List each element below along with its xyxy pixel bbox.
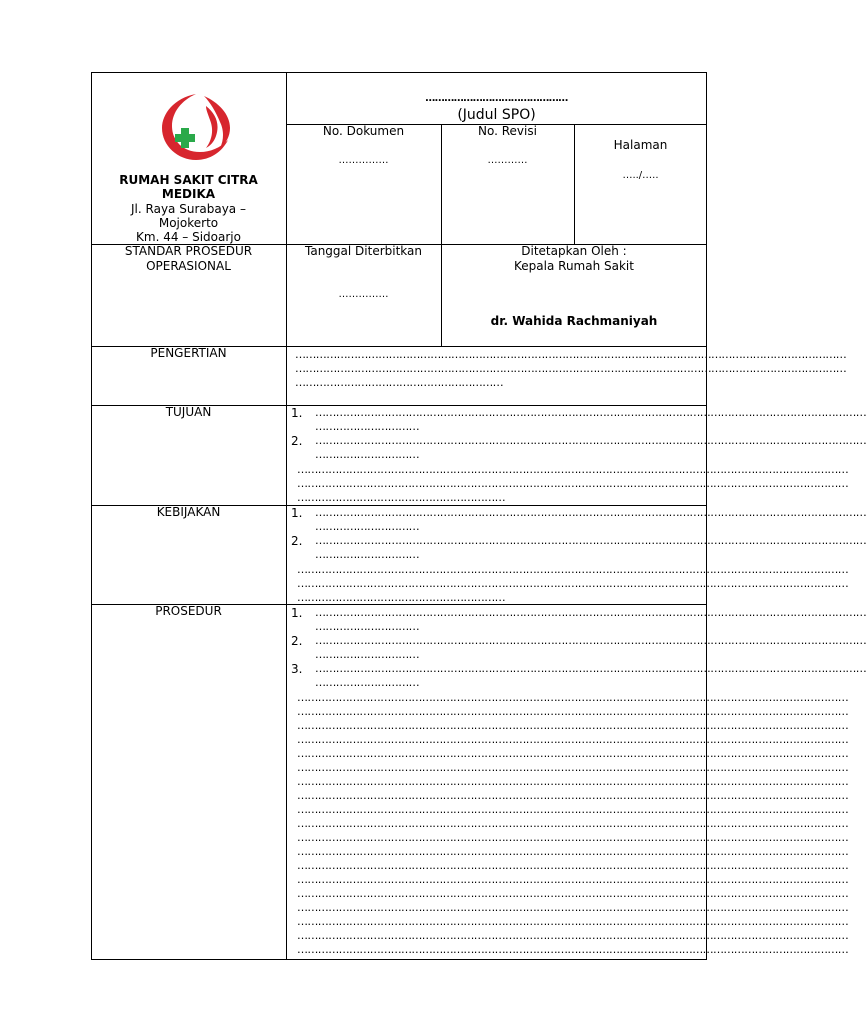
placeholder-line: …………………………	[315, 648, 420, 661]
placeholder-line: ……………………………………………………………………………………………………………………………………………	[297, 859, 849, 872]
placeholder-line: ……………………………………………………	[295, 376, 504, 389]
placeholder-line: ……………………………………………………………………………………………………………………………………………	[315, 406, 866, 419]
list-number: 2.	[291, 634, 303, 648]
placeholder-line: ……………………………………………………………………………………………………………………………………………	[297, 845, 849, 858]
placeholder-line: ……………………………………………………………………………………………………………………………………………	[295, 362, 847, 375]
page-label: Halaman	[613, 138, 668, 152]
placeholder-line: ……………………………………………………………………………………………………………………………………………	[297, 803, 849, 816]
approved-by-role: Kepala Rumah Sakit	[514, 259, 634, 273]
placeholder-line: ……………………………………………………………………………………………………………………………………………	[315, 434, 866, 447]
placeholder-line: ……………………………………………………………………………………………………………………………………………	[297, 733, 849, 746]
hospital-address: Km. 44 – Sidoarjo	[136, 230, 241, 244]
placeholder-line: ……………………………………………………………………………………………………………………………………………	[297, 747, 849, 760]
placeholder-line: ……………………………………………………………………………………………………………………………………………	[297, 901, 849, 914]
placeholder-line: ……………………………………………………………………………………………………………………………………………	[297, 477, 849, 490]
placeholder-line: …………………………	[315, 420, 420, 433]
issued-date-value: ……………	[338, 289, 389, 300]
placeholder-line: ……………………………………………………………………………………………………………………………………………	[297, 463, 849, 476]
section-label-pengertian: PENGERTIAN	[150, 346, 227, 360]
placeholder-line: …………………………	[315, 520, 420, 533]
section-label-prosedur: PROSEDUR	[155, 604, 222, 618]
list-number: 1.	[291, 506, 303, 520]
revision-value: …………	[487, 155, 528, 166]
placeholder-line: ……………………………………………………………………………………………………………………………………………	[295, 348, 847, 361]
title-placeholder: ………………………………………	[425, 93, 568, 104]
hospital-address: Mojokerto	[158, 216, 219, 230]
page-title: (Judul SPO)	[457, 107, 536, 123]
sop-label: STANDAR PROSEDUR	[124, 244, 253, 258]
placeholder-line: …………………………	[315, 548, 420, 561]
placeholder-line: ……………………………………………………………………………………………………………………………………………	[297, 577, 849, 590]
placeholder-line: ……………………………………………………………………………………………………………………………………………	[297, 691, 849, 704]
placeholder-line: …………………………	[315, 676, 420, 689]
section-label-kebijakan: KEBIJAKAN	[156, 505, 221, 519]
section-label-tujuan: TUJUAN	[165, 405, 212, 419]
list-number: 1.	[291, 606, 303, 620]
doc-no-label: No. Dokumen	[322, 124, 405, 138]
placeholder-line: ……………………………………………………………………………………………………………………………………………	[297, 831, 849, 844]
placeholder-line: …………………………	[315, 448, 420, 461]
list-number: 2.	[291, 434, 303, 448]
placeholder-line: ……………………………………………………………………………………………………………………………………………	[297, 873, 849, 886]
list-number: 3.	[291, 662, 303, 676]
placeholder-line: ……………………………………………………………………………………………………………………………………………	[297, 563, 849, 576]
placeholder-line: ……………………………………………………………………………………………………………………………………………	[315, 634, 866, 647]
placeholder-line: ……………………………………………………………………………………………………………………………………………	[297, 775, 849, 788]
placeholder-line: ……………………………………………………………………………………………………………………………………………	[297, 915, 849, 928]
issued-date-label: Tanggal Diterbitkan	[305, 244, 422, 258]
placeholder-line: ……………………………………………………………………………………………………………………………………………	[297, 705, 849, 718]
placeholder-line: ……………………………………………………………………………………………………………………………………………	[315, 506, 866, 519]
column-divider	[286, 72, 287, 960]
placeholder-line: ……………………………………………………………………………………………………………………………………………	[297, 943, 849, 956]
placeholder-line: ……………………………………………………………………………………………………………………………………………	[315, 662, 866, 675]
hospital-address: Jl. Raya Surabaya –	[131, 202, 246, 216]
approver-name: dr. Wahida Rachmaniyah	[490, 314, 658, 328]
placeholder-line: ……………………………………………………………………………………………………………………………………………	[315, 534, 866, 547]
placeholder-line: ……………………………………………………………………………………………………………………………………………	[297, 817, 849, 830]
placeholder-line: ……………………………………………………………………………………………………………………………………………	[297, 789, 849, 802]
placeholder-line: ……………………………………………………	[297, 591, 506, 604]
placeholder-line: ……………………………………………………………………………………………………………………………………………	[297, 719, 849, 732]
revision-label: No. Revisi	[478, 124, 537, 138]
placeholder-line: ……………………………………………………………………………………………………………………………………………	[297, 887, 849, 900]
approved-by-label: Ditetapkan Oleh :	[521, 244, 627, 258]
page-value: …../…..	[622, 170, 659, 181]
doc-no-value: ……………	[338, 155, 389, 166]
hospital-name: MEDIKA	[161, 187, 216, 201]
list-number: 1.	[291, 406, 303, 420]
sop-label: OPERASIONAL	[146, 259, 231, 273]
placeholder-line: ……………………………………………………………………………………………………………………………………………	[297, 761, 849, 774]
placeholder-line: …………………………	[315, 620, 420, 633]
placeholder-line: ……………………………………………………………………………………………………………………………………………	[315, 606, 866, 619]
list-number: 2.	[291, 534, 303, 548]
hospital-name: RUMAH SAKIT CITRA	[119, 173, 258, 187]
placeholder-line: ……………………………………………………	[297, 491, 506, 504]
placeholder-line: ……………………………………………………………………………………………………………………………………………	[297, 929, 849, 942]
